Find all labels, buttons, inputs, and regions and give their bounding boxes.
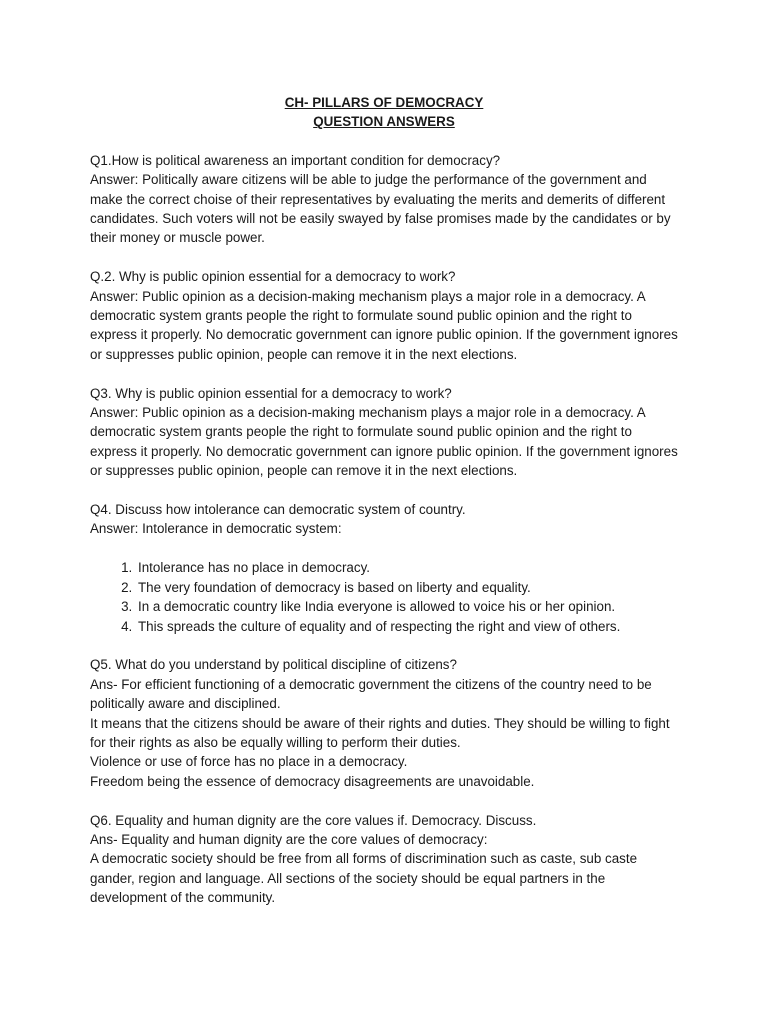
page-subtitle: QUESTION ANSWERS (313, 114, 455, 130)
list-item: 3. In a democratic country like India everyone is allowed to voice his or her opinion. (136, 597, 678, 616)
question-4: Q4. Discuss how intolerance can democratic system of country. (90, 502, 466, 518)
qa-block-1 (90, 151, 678, 248)
question-2: Q.2. Why is public opinion essential for a democracy to work? (90, 269, 456, 285)
answer-6-line: A democratic society should be free from all forms of discrimination such as caste, sub caste gander, region and language. All sections of the society should be equal partners in the development of the community. (90, 851, 638, 906)
list-item: 1. Intolerance has no place in democracy. (136, 558, 678, 577)
answer-4-list (90, 558, 678, 636)
question-5: Q5. What do you understand by political discipline of citizens? (90, 657, 457, 673)
qa-block-4 (90, 500, 678, 636)
answer-6-line: Ans- Equality and human dignity are the core values of democracy: (90, 831, 488, 847)
answer-3: Answer: Public opinion as a decision-making mechanism plays a major role in a democracy. A democratic system grants people the right to formulate sound public opinion and the right to express it properly. No democratic government can ignore public opinion. If the government ignores or suppresses public opinion, people can remove it in the next elections. (90, 405, 678, 479)
answer-5-line: Ans- For efficient functioning of a democratic government the citizens of the country need to be politically aware and disciplined. (90, 676, 652, 712)
qa-block-6 (90, 811, 678, 908)
list-item: 2. The very foundation of democracy is based on liberty and equality. (136, 578, 678, 597)
qa-block-3 (90, 384, 678, 481)
answer-1: Answer: Politically aware citizens will be able to judge the performance of the government and make the correct choise of their representatives by evaluating the merits and demerits of different candidates. Such voters will not be easily swayed by false promises made by the candidates or by their money or muscle power. (90, 172, 671, 246)
answer-5-line: Violence or use of force has no place in a democracy. (90, 754, 408, 770)
answer-2: Answer: Public opinion as a decision-making mechanism plays a major role in a democracy. A democratic system grants people the right to formulate sound public opinion and the right to express it properly. No democratic government can ignore public opinion. If the government ignores or suppresses public opinion, people can remove it in the next elections. (90, 288, 678, 362)
question-1: Q1.How is political awareness an important condition for democracy? (90, 152, 501, 168)
qa-block-5 (90, 655, 678, 791)
page-title: CH- PILLARS OF DEMOCRACY (284, 95, 484, 110)
qa-block-2 (90, 267, 678, 364)
list-item: 4. This spreads the culture of equality and of respecting the right and view of others. (136, 617, 678, 636)
document-header (90, 93, 678, 132)
question-6: Q6. Equality and human dignity are the core values if. Democracy. Discuss. (90, 812, 537, 828)
answer-5-line: It means that the citizens should be aware of their rights and duties. They should be willing to fight for their rights as also be equally willing to perform their duties. (90, 715, 670, 750)
question-3: Q3. Why is public opinion essential for a democracy to work? (90, 385, 452, 401)
answer-4: Answer: Intolerance in democratic system: (90, 521, 342, 537)
answer-5-line: Freedom being the essence of democracy disagreements are unavoidable. (90, 773, 535, 789)
